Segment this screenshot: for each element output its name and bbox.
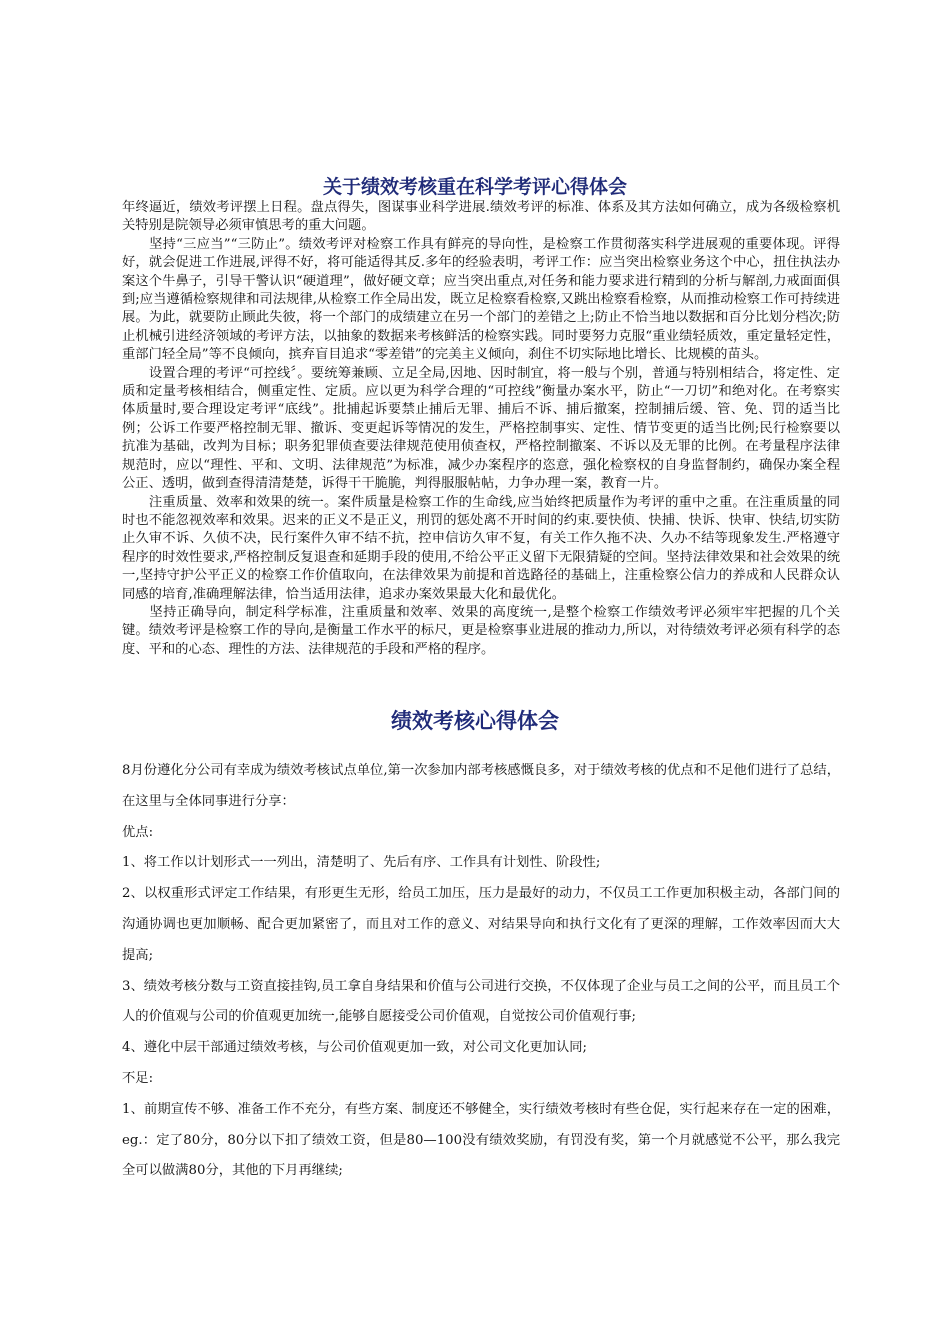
- article2-paragraph-1: 8月份遵化分公司有幸成为绩效考核试点单位,第一次参加内部考核感慨良多，对于绩效考核的优点和不足他们进行了总结，在这里与全体同事进行分享：: [122, 763, 840, 809]
- article1-title: 关于绩效考核重在科学考评心得体会: [322, 176, 627, 198]
- article2-paragraph-2: 优点:: [122, 824, 154, 840]
- article1-paragraph-4: 注重质量、效率和效果的统一。案件质量是检察工作的生命线,应当始终把质量作为考评的重中之重。在注重质量的同时也不能忽视效率和效果。迟来的正义不是正义，刑罚的惩处离不开时间的约束.要快侦、快捕、快诉、快审、快结,切实防止久审不诉、久侦不决，民行案件久审不结不抗，控申信访久审不复，有关工作久拖不决、久办不结等现象发生.严格遵守程序的时效性要求,严格控制反复退查和延期手段的使用,不给公平正义留下无限猜疑的空间。坚持法律效果和社会效果的统一,坚持守护公平正义的检察工作价值取向，在法律效果为前提和首选路径的基础上，注重检察公信力的养成和人民群众认同感的培育,准确理解法律，恰当适用法律，追求办案效果最大化和最优化。: [122, 494, 840, 602]
- article2-paragraph-7: 不足:: [122, 1070, 154, 1086]
- article2-paragraph-5: 3、绩效考核分数与工资直接挂钩,员工拿自身结果和价值与公司进行交换，不仅体现了企业与员工之间的公平，而且员工个人的价值观与公司的价值观更加统一,能够自愿接受公司价值观，自觉按公司价值观行事;: [122, 978, 840, 1025]
- article1-paragraph-2: 坚持“三应当”“三防止”。绩效考评对检察工作具有鲜亮的导向性，是检察工作贯彻落实科学进展观的重要体现。评得好，就会促进工作进展,评得不好，将可能适得其反.多年的经验表明，考评工作：应当突出检察业务这个中心，扭住执法办案这个牛鼻子，引导干警认识“硬道理”，做好硬文章；应当突出重点,对任务和能力要求进行精到的分析与解剖,力戒面面俱到;应当遵循检察规律和司法规律,从检察工作全局出发，既立足检察看检察,又跳出检察看检察，从而推动检察工作可持续进展。为此，就要防止顾此失彼，将一个部门的成绩建立在另一个部门的差错之上;防止不恰当地以数据和百分比划分档次;防止机械引进经济领域的考评方法，以抽象的数据来考核鲜活的检察实践。同时要努力克服“重业绩轻质效，重定量轻定性，重部门轻全局”等不良倾向，摈弃盲目追求“零差错”的完美主义倾向，刹住不切实际地比增长、比规模的苗头。: [122, 236, 840, 363]
- article2-paragraph-6: 4、遵化中层干部通过绩效考核，与公司价值观更加一致，对公司文化更加认同;: [122, 1040, 588, 1056]
- article1-paragraph-5: 坚持正确导向，制定科学标准，注重质量和效率、效果的高度统一,是整个检察工作绩效考评必须牢牢把握的几个关键。绩效考评是检察工作的导向,是衡量工作水平的标尺，更是检察事业进展的推动力,所以，对待绩效考评必须有科学的态度、平和的心态、理性的方法、法律规范的手段和严格的程序。: [122, 604, 840, 657]
- article2-title: 绩效考核心得体会: [391, 709, 559, 733]
- article2-paragraph-3: 1、将工作以计划形式一一列出，清楚明了、先后有序、工作具有计划性、阶段性;: [122, 855, 601, 871]
- article2-body: [122, 756, 840, 1187]
- article2-paragraph-8: 1、前期宣传不够、准备工作不充分，有些方案、制度还不够健全，实行绩效考核时有些仓促，实行起来存在一定的困难，eg.：定了80分，80分以下扣了绩效工资，但是80—100没有绩效奖励，有罚没有奖，第一个月就感觉不公平，那么我完全可以做满80分，其他的下月再继续;: [122, 1101, 840, 1179]
- article1-paragraph-3: 设置合理的考评“可控线〞。要统筹兼顾、立足全局,因地、因时制宜，将一般与个别，普通与特别相结合，将定性、定质和定量考核相结合，侧重定性、定质。应以更为科学合理的“可控线”衡量办案水平，防止“一刀切”和绝对化。在考察实体质量时,要合理设定考评“底线”。批捕起诉要禁止捕后无罪、捕后不诉、捕后撤案，控制捕后缓、管、免、罚的适当比例；公诉工作要严格控制无罪、撤诉、变更起诉等情况的发生，严格控制事实、定性、情节变更的适当比例;民行检察要以抗准为基础，改判为目标；职务犯罪侦查要法律规范使用侦查权，严格控制撤案、不诉以及无罪的比例。在考量程序法律规范时，应以“理性、平和、文明、法律规范”为标准，减少办案程序的恣意，强化检察权的自身监督制约，确保办案全程公正、透明，做到查得清清楚楚，诉得干干脆脆，判得服服帖帖，力争办理一案，教育一片。: [122, 365, 840, 492]
- article2-paragraph-4: 2、以权重形式评定工作结果，有形更生无形，给员工加压，压力是最好的动力，不仅员工工作更加积极主动，各部门间的沟通协调也更加顺畅、配合更加紧密了，而且对工作的意义、对结果导向和执行文化有了更深的理解，工作效率因而大大提高;: [122, 886, 840, 963]
- article1-body: [122, 199, 840, 659]
- article1-paragraph-1: 年终逼近，绩效考评摆上日程。盘点得失，图谋事业科学进展.绩效考评的标准、体系及其方法如何确立，成为各级检察机关特别是院领导必须审慎思考的重大问题。: [122, 200, 840, 234]
